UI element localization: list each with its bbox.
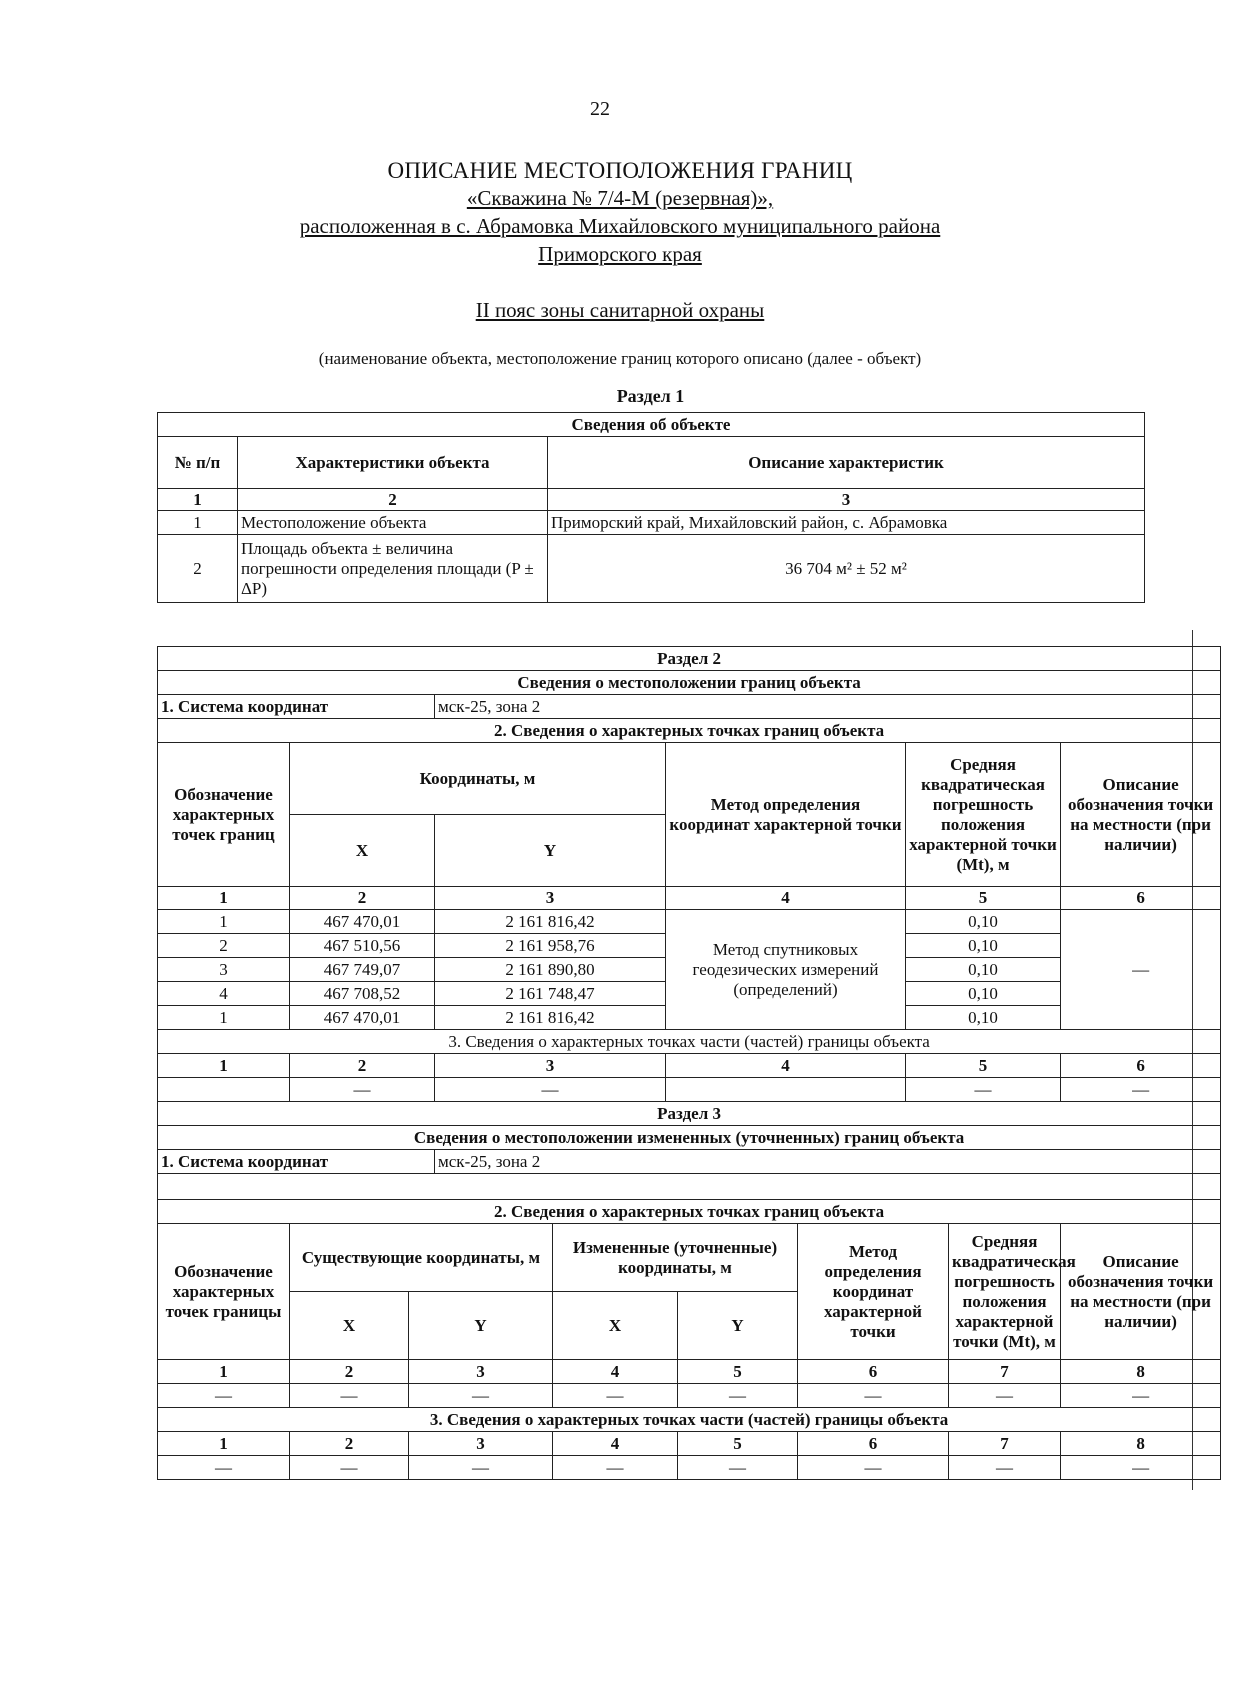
point-mt: 0,10 [906, 910, 1061, 934]
table-cell: 1 [158, 511, 238, 535]
point-y: 2 161 816,42 [435, 910, 666, 934]
col-number: 8 [1061, 1432, 1221, 1456]
table-cell: — [678, 1384, 798, 1408]
section1-table [157, 412, 1145, 603]
table-cell: Приморский край, Михайловский район, с. Абрамовка [548, 511, 1145, 535]
col-number: 6 [1061, 887, 1221, 910]
header-x: X [290, 1292, 409, 1360]
point-description-cell: — [1061, 910, 1221, 1030]
col-number: 1 [158, 1432, 290, 1456]
col-number: 2 [238, 489, 548, 511]
section1-subtitle: Сведения об объекте [158, 413, 1145, 437]
table-cell [666, 1078, 906, 1102]
header-point-description: Описание обозначения точки на местности (при наличии) [1061, 1224, 1221, 1360]
table-cell: — [158, 1456, 290, 1480]
point-y: 2 161 816,42 [435, 1006, 666, 1030]
col-number: 3 [435, 1054, 666, 1078]
header-designation: Обозначение характерных точек границ [158, 743, 290, 887]
header-point-description: Описание обозначения точки на местности (при наличии) [1061, 743, 1221, 887]
point-id: 2 [158, 934, 290, 958]
method-cell: Метод спутниковых геодезических измерений (определений) [666, 910, 906, 1030]
section3-title: Раздел 3 [158, 1102, 1221, 1126]
table-cell: — [435, 1078, 666, 1102]
table-cell: — [1061, 1384, 1221, 1408]
page-number: 22 [590, 98, 610, 120]
header-y: Y [435, 815, 666, 887]
col-number: 4 [553, 1360, 678, 1384]
table-cell: — [949, 1384, 1061, 1408]
point-mt: 0,10 [906, 958, 1061, 982]
header-coords: Координаты, м [290, 743, 666, 815]
col-number: 1 [158, 1054, 290, 1078]
header-no: № п/п [158, 437, 238, 489]
section1-title: Раздел 1 [616, 386, 685, 406]
col-number: 4 [666, 1054, 906, 1078]
table-cell: — [678, 1456, 798, 1480]
table-cell: Местоположение объекта [238, 511, 548, 535]
object-name: «Скважина № 7/4-М (резервная)», [466, 186, 774, 210]
col-number: 2 [290, 1432, 409, 1456]
section3-subtitle: Сведения о местоположении измененных (уточненных) границ объекта [158, 1126, 1221, 1150]
col-number: 3 [435, 887, 666, 910]
point-id: 4 [158, 982, 290, 1006]
header-y: Y [409, 1292, 553, 1360]
col-number: 3 [409, 1360, 553, 1384]
point-mt: 0,10 [906, 1006, 1061, 1030]
points-title: 2. Сведения о характерных точках границ объекта [158, 1200, 1221, 1224]
crs-label: 1. Система координат [158, 1150, 435, 1174]
zone-title: II пояс зоны санитарной охраны [475, 298, 765, 322]
table-cell: — [798, 1456, 949, 1480]
col-number: 2 [290, 1054, 435, 1078]
table-cell: — [798, 1384, 949, 1408]
point-id: 3 [158, 958, 290, 982]
header-error: Средняя квадратическая погрешность положения характерной точки (Mt), м [949, 1224, 1061, 1360]
table-cell: — [290, 1078, 435, 1102]
header-characteristics: Характеристики объекта [238, 437, 548, 489]
col-number: 1 [158, 1360, 290, 1384]
col-number: 3 [548, 489, 1145, 511]
point-x: 467 510,56 [290, 934, 435, 958]
header-x: X [290, 815, 435, 887]
col-number: 4 [666, 887, 906, 910]
col-number: 1 [158, 887, 290, 910]
point-mt: 0,10 [906, 934, 1061, 958]
crs-label: 1. Система координат [158, 695, 435, 719]
parts-title: 3. Сведения о характерных точках части (частей) границы объекта [158, 1408, 1221, 1432]
col-number: 3 [409, 1432, 553, 1456]
point-y: 2 161 748,47 [435, 982, 666, 1006]
col-number: 2 [290, 1360, 409, 1384]
col-number: 6 [798, 1432, 949, 1456]
table-cell: — [553, 1456, 678, 1480]
point-id: 1 [158, 910, 290, 934]
col-number: 8 [1061, 1360, 1221, 1384]
col-number: 5 [678, 1360, 798, 1384]
header-existing-coords: Существующие координаты, м [290, 1224, 553, 1292]
table-cell: — [1061, 1078, 1221, 1102]
col-number: 7 [949, 1432, 1061, 1456]
header-method: Метод определения координат характерной точки [666, 743, 906, 887]
document-title: ОПИСАНИЕ МЕСТОПОЛОЖЕНИЯ ГРАНИЦ [387, 158, 853, 183]
table-cell: 2 [158, 535, 238, 603]
col-number: 5 [906, 1054, 1061, 1078]
point-x: 467 708,52 [290, 982, 435, 1006]
col-number: 2 [290, 887, 435, 910]
points-title: 2. Сведения о характерных точках границ объекта [158, 719, 1221, 743]
point-x: 467 470,01 [290, 1006, 435, 1030]
header-designation: Обозначение характерных точек границы [158, 1224, 290, 1360]
col-number: 1 [158, 489, 238, 511]
section2-subtitle: Сведения о местоположении границ объекта [158, 671, 1221, 695]
header-description: Описание характеристик [548, 437, 1145, 489]
spacer-row [158, 1174, 1221, 1200]
point-mt: 0,10 [906, 982, 1061, 1006]
header-y: Y [678, 1292, 798, 1360]
point-id: 1 [158, 1006, 290, 1030]
point-x: 467 749,07 [290, 958, 435, 982]
table-cell: — [409, 1384, 553, 1408]
col-number: 7 [949, 1360, 1061, 1384]
section2-title: Раздел 2 [158, 647, 1221, 671]
crs-value: мск-25, зона 2 [435, 695, 1221, 719]
location-line-2: Приморского края [538, 242, 702, 266]
point-x: 467 470,01 [290, 910, 435, 934]
table-cell: — [906, 1078, 1061, 1102]
sections-2-3-table [157, 646, 1221, 1480]
table-cell: — [290, 1384, 409, 1408]
header-changed-coords: Измененные (уточненные) координаты, м [553, 1224, 798, 1292]
table-cell: 36 704 м² ± 52 м² [548, 535, 1145, 603]
table-cell: — [553, 1384, 678, 1408]
table-cell: — [290, 1456, 409, 1480]
header-x: X [553, 1292, 678, 1360]
col-number: 6 [798, 1360, 949, 1384]
table-cell: — [949, 1456, 1061, 1480]
table-cell: — [158, 1384, 290, 1408]
col-number: 5 [906, 887, 1061, 910]
header-method: Метод определения координат характерной точки [798, 1224, 949, 1360]
table-cell: — [1061, 1456, 1221, 1480]
col-number: 4 [553, 1432, 678, 1456]
header-error: Средняя квадратическая погрешность положения характерной точки (Mt), м [906, 743, 1061, 887]
point-y: 2 161 890,80 [435, 958, 666, 982]
crs-value: мск-25, зона 2 [435, 1150, 1221, 1174]
col-number: 5 [678, 1432, 798, 1456]
table-cell: Площадь объекта ± величина погрешности определения площади (P ± ΔP) [238, 535, 548, 603]
table-cell [158, 1078, 290, 1102]
object-caption: (наименование объекта, местоположение границ которого описано (далее - объект) [318, 349, 922, 368]
parts-title: 3. Сведения о характерных точках части (частей) границы объекта [158, 1030, 1221, 1054]
location-line-1: расположенная в с. Абрамовка Михайловского муниципального района [299, 214, 941, 238]
col-number: 6 [1061, 1054, 1221, 1078]
table-cell: — [409, 1456, 553, 1480]
point-y: 2 161 958,76 [435, 934, 666, 958]
